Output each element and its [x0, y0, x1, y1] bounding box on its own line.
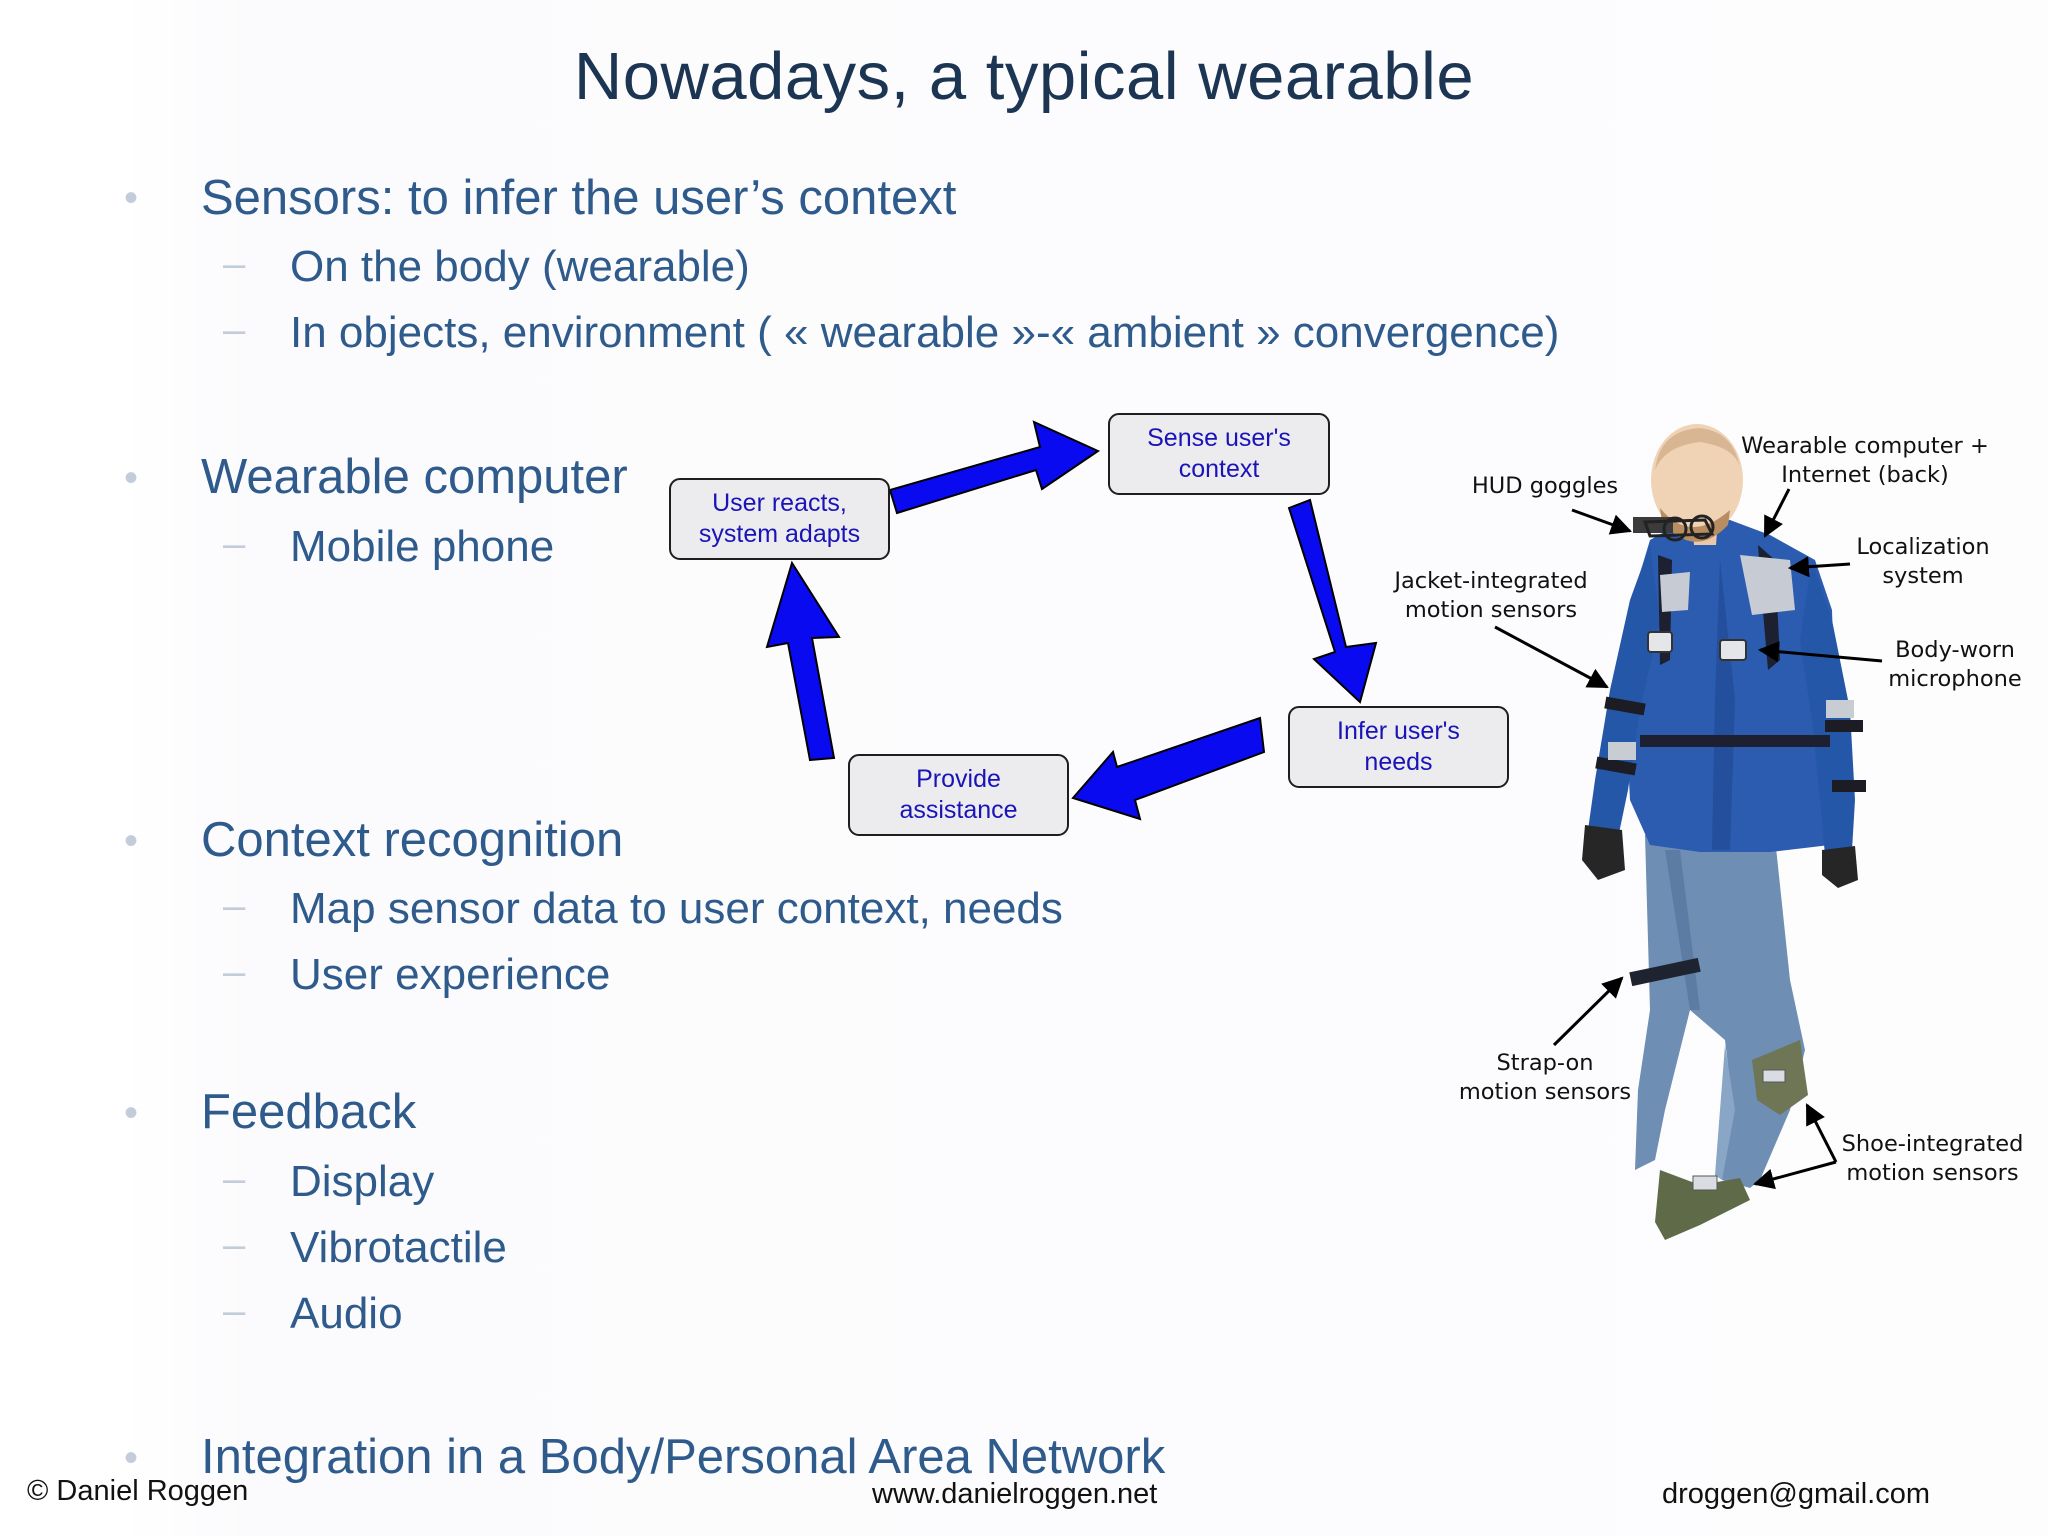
label-localization-system: Localization system [1856, 534, 1990, 589]
callout-localization [1790, 564, 1850, 568]
label-hud-goggles: HUD goggles [1471, 473, 1619, 499]
sub-bullet-audio: Audio [290, 1289, 403, 1338]
cycle-box-react: User reacts, system adapts [669, 478, 890, 560]
bullet-marker: • [124, 819, 139, 863]
sub-bullet-marker: – [223, 1157, 246, 1201]
bullet-integration-ban: Integration in a Body/Personal Area Network [201, 1430, 1166, 1484]
callout-jacket [1495, 627, 1607, 687]
bullet-sensors: Sensors: to infer the user’s context [201, 171, 957, 225]
label-body-worn-microphone: Body-worn microphone [1888, 637, 2022, 692]
sub-bullet-marker: – [223, 308, 246, 352]
cycle-box-assist: Provide assistance [848, 754, 1069, 836]
sub-bullet-marker: – [223, 1223, 246, 1267]
label-shoe-sensors: Shoe-integrated motion sensors [1841, 1131, 2024, 1186]
sub-bullet-vibrotactile: Vibrotactile [290, 1223, 507, 1272]
sub-bullet-mobile-phone: Mobile phone [290, 522, 555, 571]
label-jacket-sensors: Jacket-integrated motion sensors [1394, 568, 1588, 623]
sub-bullet-on-body: On the body (wearable) [290, 242, 750, 291]
slide-title: Nowadays, a typical wearable [573, 39, 1475, 114]
sub-bullet-map-sensor-data: Map sensor data to user context, needs [290, 884, 1063, 933]
sub-bullet-in-objects: In objects, environment ( « wearable »-« ambient » convergence) [290, 308, 1560, 357]
label-wearable-computer: Wearable computer + Internet (back) [1741, 433, 1989, 488]
callout-hud [1572, 510, 1630, 531]
cycle-box-infer: Infer user's needs [1288, 706, 1509, 788]
callout-microphone [1760, 650, 1882, 661]
bullet-feedback: Feedback [201, 1085, 417, 1139]
sub-bullet-marker: – [223, 522, 246, 566]
sub-bullet-display: Display [290, 1157, 435, 1206]
footer-website: www.danielroggen.net [872, 1478, 1158, 1510]
sub-bullet-marker: – [223, 884, 246, 928]
bullet-marker: • [124, 1091, 139, 1135]
bullet-context-recognition: Context recognition [201, 813, 624, 867]
cycle-box-sense: Sense user's context [1108, 413, 1330, 495]
bullet-marker: • [124, 456, 139, 500]
sub-bullet-user-experience: User experience [290, 950, 611, 999]
sub-bullet-marker: – [223, 242, 246, 286]
label-strap-on-sensors: Strap-on motion sensors [1458, 1050, 1632, 1105]
sub-bullet-marker: – [223, 1289, 246, 1333]
bullet-marker: • [124, 176, 139, 220]
footer-copyright: © Daniel Roggen [27, 1475, 249, 1507]
sub-bullet-marker: – [223, 950, 246, 994]
bullet-wearable-computer: Wearable computer [201, 450, 628, 504]
callout-strap [1554, 978, 1622, 1045]
bullet-marker: • [124, 1436, 139, 1480]
callout-wearable-computer [1765, 489, 1789, 536]
footer-email: droggen@gmail.com [1662, 1478, 1931, 1510]
